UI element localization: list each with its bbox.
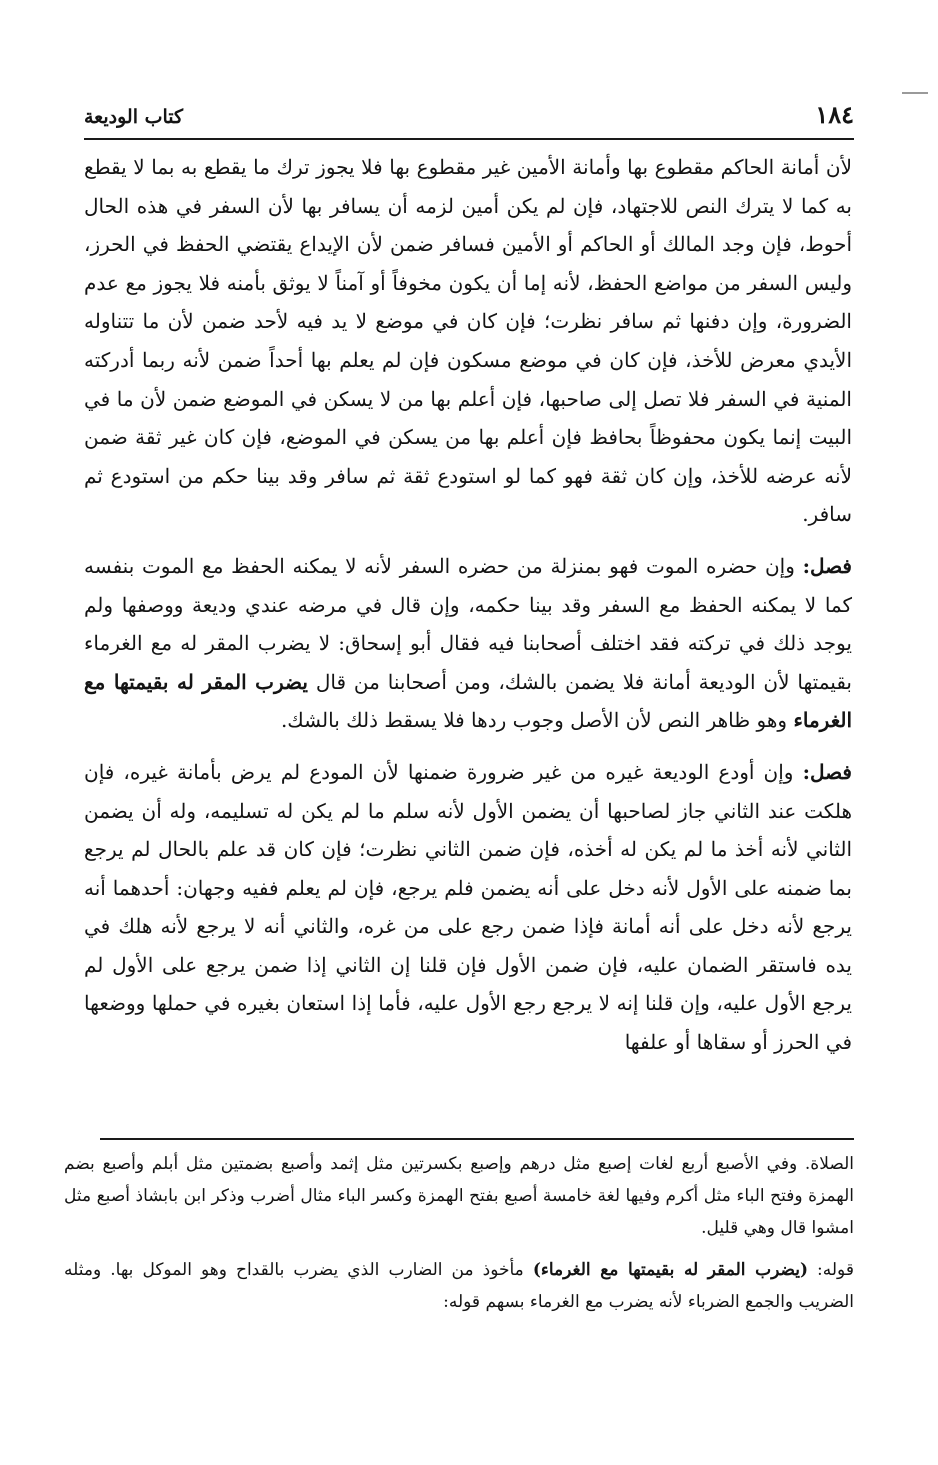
paragraph-2-text-after: وهو ظاهر النص لأن الأصل وجوب ردها فلا يسقط ذلك بالشك. <box>280 708 794 733</box>
footnote-2 <box>64 1254 854 1318</box>
running-header <box>84 98 854 140</box>
footnote-divider <box>100 1138 854 1140</box>
page-number: ١٨٤ <box>815 100 854 129</box>
paragraph-3 <box>84 753 852 1062</box>
paragraph-1: لأن أمانة الحاكم مقطوع بها وأمانة الأمين غير مقطوع بها فلا يجوز ترك ما يقطع به بما لا يقطع به كما لا يترك النص للاجتهاد، فإن لم يكن أمين لزمه أن يسافر بها لأن السفر في هذه الحال أحوط، فإن وجد المالك أو الحاكم أو الأمين فسافر ضمن لأن الإيداع يقتضي الحفظ في الحرز، وليس السفر من مواضع الحفظ، لأنه إما أن يكون مخوفاً أو آمناً لا يوثق بأمنه فلا يجوز مع عدم الضرورة، وإن دفنها ثم سافر نظرت؛ فإن كان في موضع لا يد فيه لأحد ضمن لأن ما تتناوله الأيدي معرض للأخذ، فإن كان في موضع مسكون فإن لم يعلم بها أحداً ضمن لأنه ربما أدركته المنية في السفر فلا تصل إلى صاحبها، فإن أعلم بها من لا يسكن في الموضع ضمن لأن ما في البيت إنما يكون محفوظاً بحافظ فإن أعلم بها من يسكن في الموضع، فإن كان غير ثقة ضمن لأنه عرضه للأخذ، وإن كان ثقة فهو كما لو استودع ثقة ثم سافر وقد بينا حكم من استودع ثم سافر. <box>84 155 852 527</box>
footnote-2-lead: قوله: <box>807 1260 854 1280</box>
footnote-2-quote: (يضرب المقر له بقيمتها مع الغرماء) <box>532 1260 808 1280</box>
main-text <box>84 148 852 1062</box>
corner-scan-mark <box>902 92 928 94</box>
section-label: فصل: <box>802 553 852 578</box>
footnote-2-rest: مأخوذ من الضارب الذي يضرب بالقداح وهو الموكل بها. ومثله الضريب والجمع الضرباء لأنه يضرب مع الغرماء بسهم قوله: <box>64 1260 854 1312</box>
paragraph-2-bold-phrase: يضرب المقر له بقيمتها مع الغرماء <box>84 669 852 733</box>
section-label: فصل: <box>802 759 852 784</box>
paragraph-3-text: وإن أودع الوديعة غيره من غير ضرورة ضمنها لأن المودع لم يرض بأمانة غيره، فإن هلكت عند الثاني جاز لصاحبها أن يضمن الأول لأنه سلم ما لم يكن له تسليمه، وله أن يضمن الثاني لأنه أخذ ما لم يكن له أخذه، فإن ضمن الثاني نظرت؛ فإن كان قد علم بالحال لم يرجع بما ضمنه على الأول لأنه دخل على أنه يضمن فلم يرجع، فإن لم يعلم ففيه وجهان: أحدهما أنه يرجع لأنه دخل على أنه أمانة فإذا ضمن رجع على من غره، والثاني أنه لا يرجع لأنه هلك في يده فاستقر الضمان عليه، فإن ضمن الأول فإن قلنا إن الثاني إذا ضمن يرجع على الأول لم يرجع الأول عليه، وإن قلنا إنه لا يرجع رجع الأول عليه، فأما إذا استعان بغيره في حملها ووضعها في الحرز أو سقاها أو علفها <box>84 759 853 1055</box>
running-title: كتاب الوديعة <box>84 106 184 128</box>
footnote-1: الصلاة. وفي الأصبع أربع لغات إصبع مثل درهم وإصبع بكسرتين مثل إثمد وأصبع بضمتين مثل أبلم وأصبع بضم الهمزة وفتح الباء مثل أكرم وفيها لغة خامسة أصبع بفتح الهمزة وكسر الباء مثال أضرب وذكر ابن بابشاذ أصبع مثل امشوا قال وهي قليل. <box>64 1154 854 1238</box>
paragraph-2-text-before: وإن حضره الموت فهو بمنزلة من حضره السفر لأنه لا يمكنه الحفظ مع الموت بنفسه كما لا يمكنه الحفظ مع السفر وقد بينا حكمه، وإن قال في مرضه عندي وديعة ووصفها ولم يوجد ذلك في تركته فقد اختلف أصحابنا فيه فقال أبو إسحاق: لا يضرب المقر له مع الغرماء بقيمتها لأن الوديعة أمانة فلا يضمن بالشك، ومن أصحابنا من قال <box>84 553 853 694</box>
footnotes <box>64 1148 854 1318</box>
paragraph-2 <box>84 547 852 740</box>
